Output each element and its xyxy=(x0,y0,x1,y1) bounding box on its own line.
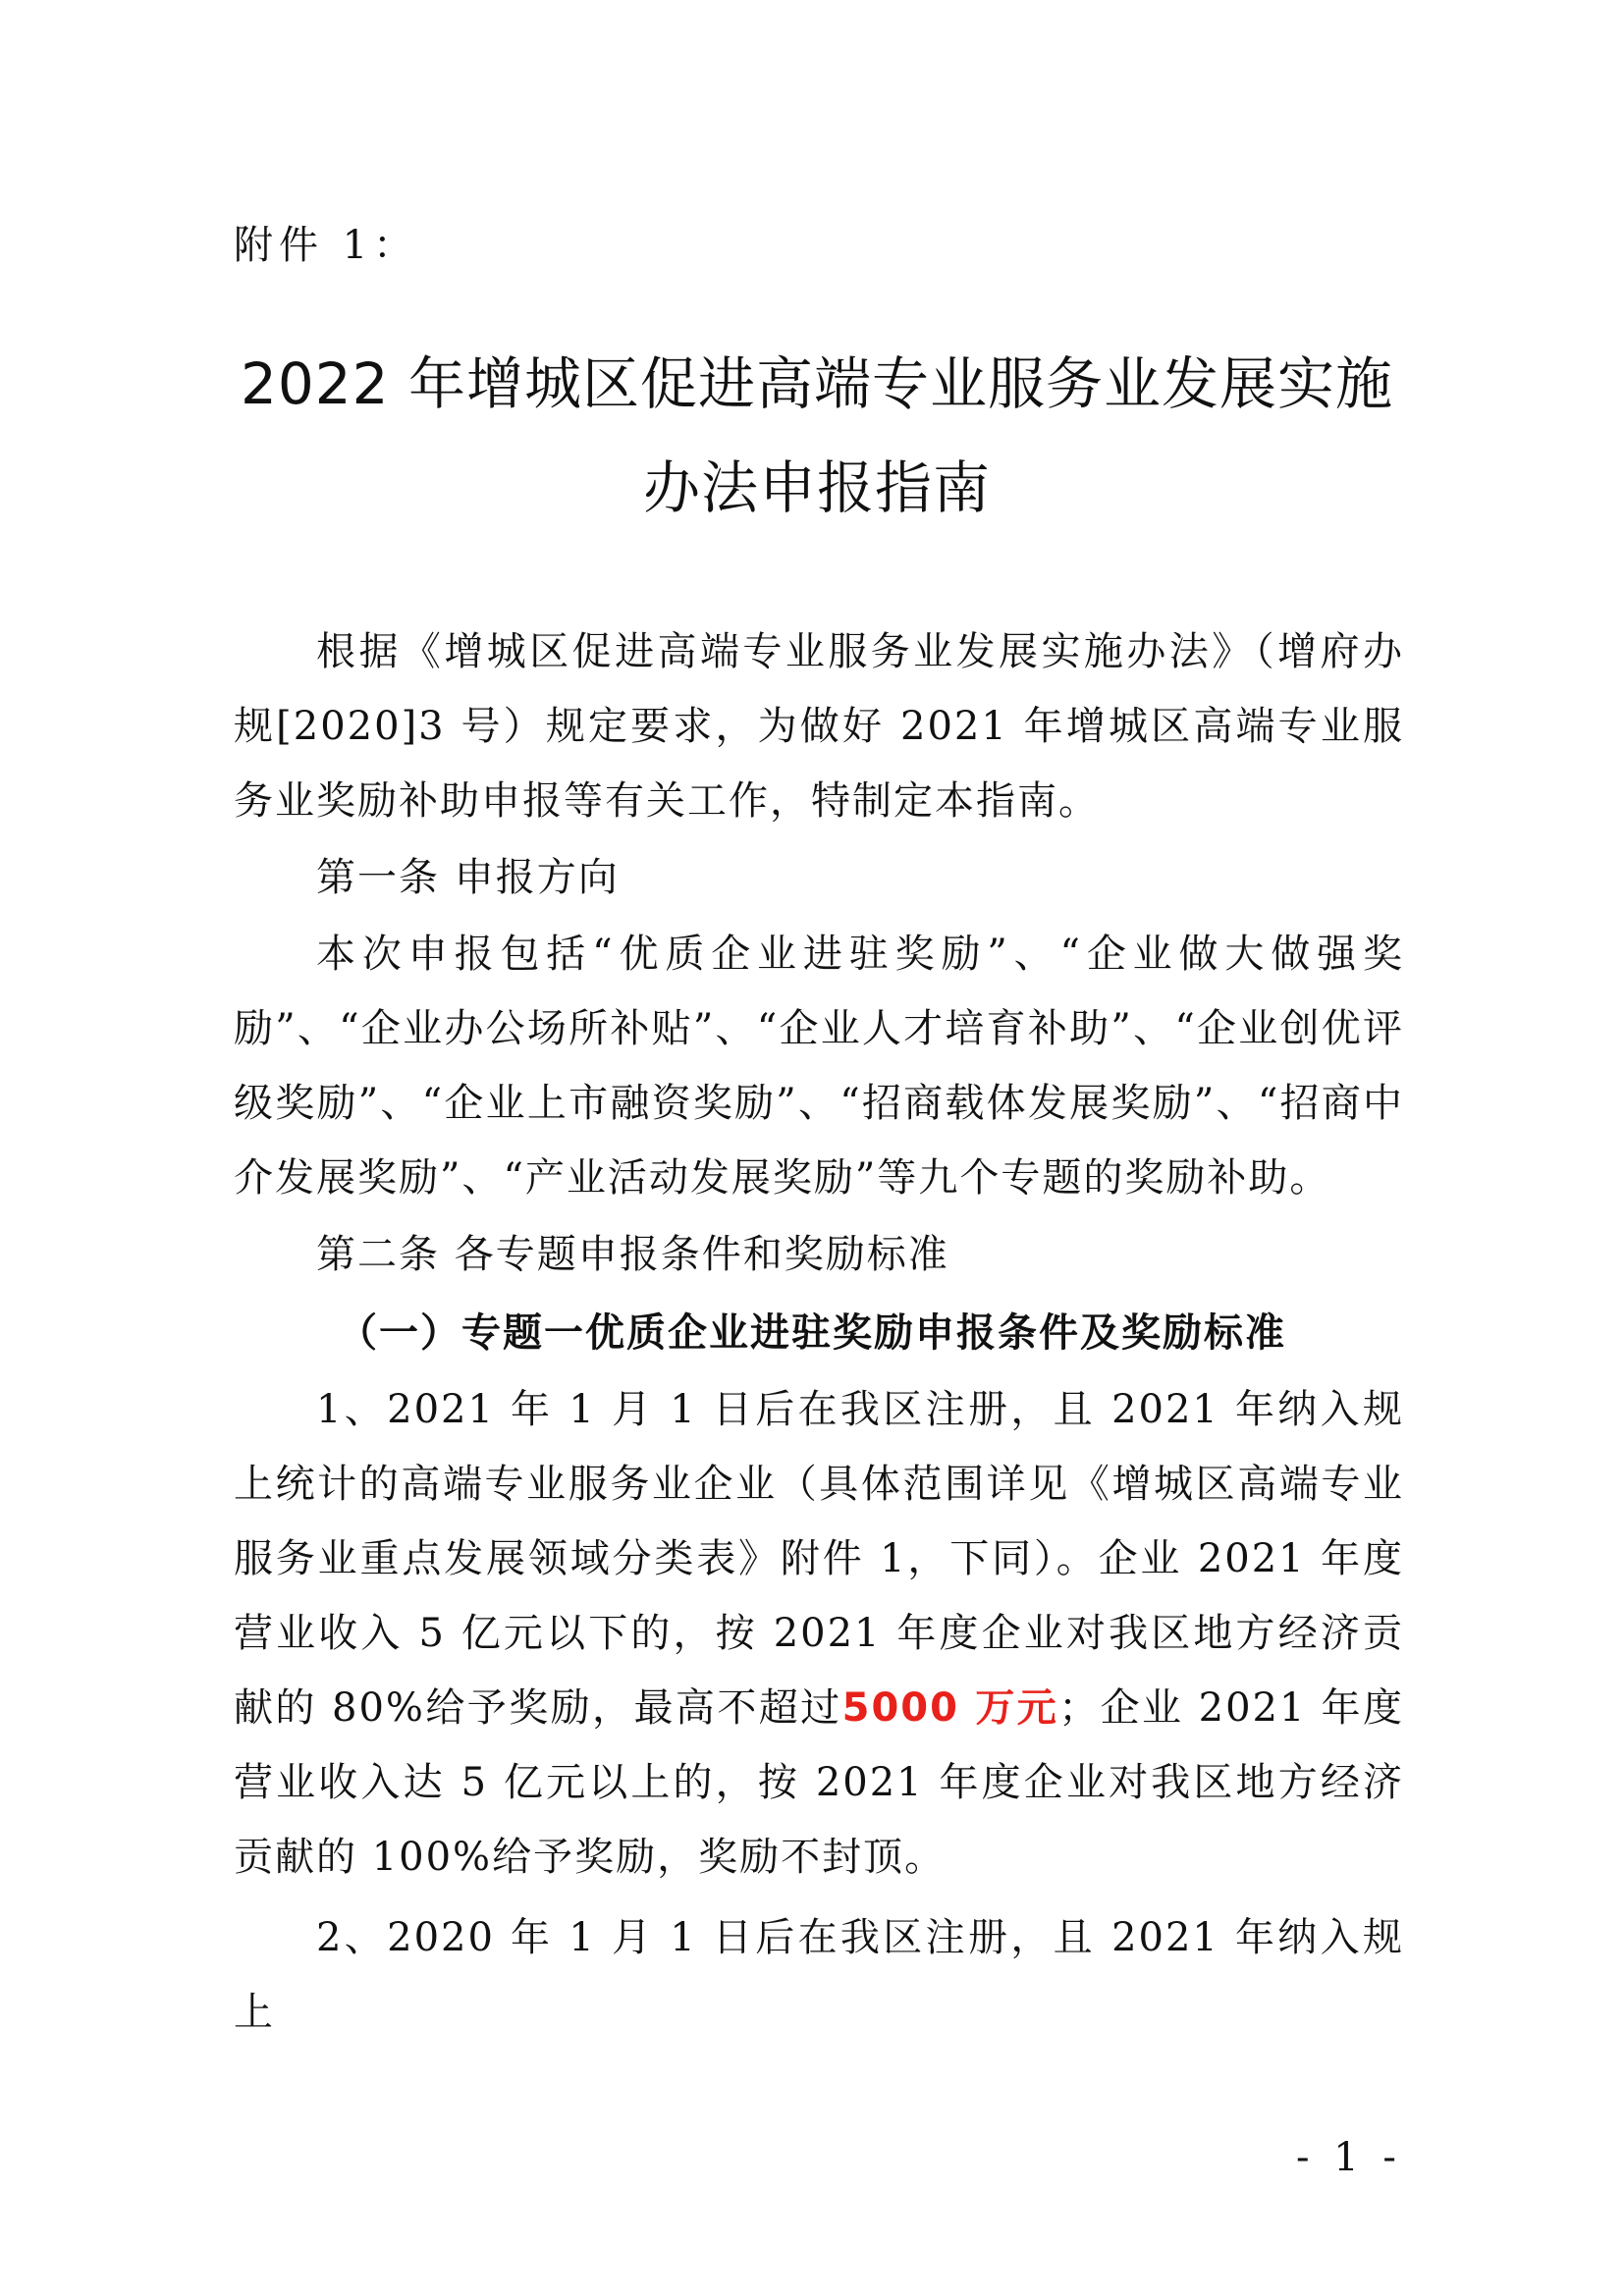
document-title-line-2: 办法申报指南 xyxy=(642,454,991,521)
topic-1-heading: （一）专题一优质企业进驻奖励申报条件及奖励标准 xyxy=(338,1310,1286,1356)
article-1-heading: 第一条 申报方向 xyxy=(316,855,620,900)
page-number: - 1 - xyxy=(1296,2135,1402,2180)
intro-paragraph: 根据《增城区促进高端专业服务业发展实施办法》（增府办规[2020]3 号）规定要求，为做好 2021 年增城区高端专业服务业奖励补助申报等有关工作，特制定本指南。 xyxy=(234,629,1404,824)
document-body xyxy=(234,614,1404,2050)
attachment-label: 附件 1： xyxy=(234,223,419,268)
article-1-paragraph: 本次申报包括“优质企业进驻奖励”、“企业做大做强奖励”、“企业办公场所补贴”、“企业人才培育补助”、“企业创优评级奖励”、“企业上市融资奖励”、“招商载体发展奖励”、“招商中介发展奖励”、“产业活动发展奖励”等九个专题的奖励补助。 xyxy=(234,932,1404,1201)
item-1-paragraph xyxy=(234,1372,1404,1895)
item-2-paragraph: 2、2020 年 1 月 1 日后在我区注册，且 2021 年纳入规上 xyxy=(234,1915,1404,2035)
max-amount-highlight: 5000 万元 xyxy=(841,1685,1059,1731)
item-1-text-part-1: 1、2021 年 1 月 1 日后在我区注册，且 2021 年纳入规上统计的高端专业服务业企业（具体范围详见《增城区高端专业服务业重点发展领域分类表》附件 1，下同）。企业 2021 年度营业收入 5 亿元以下的，按 2021 年度企业对我区地方经济贡献的 80%给予奖励，最高不超过 xyxy=(234,1387,1404,1731)
article-2-heading: 第二条 各专题申报条件和奖励标准 xyxy=(316,1232,949,1277)
document-title-line-1: 2022 年增城区促进高端专业服务业发展实施 xyxy=(240,350,1394,417)
item-1-text-part-2: ；企业 2021 年度营业收入达 5 亿元以上的，按 2021 年度企业对我区地方经济贡献的 100%给予奖励，奖励不封顶。 xyxy=(234,1685,1404,1880)
